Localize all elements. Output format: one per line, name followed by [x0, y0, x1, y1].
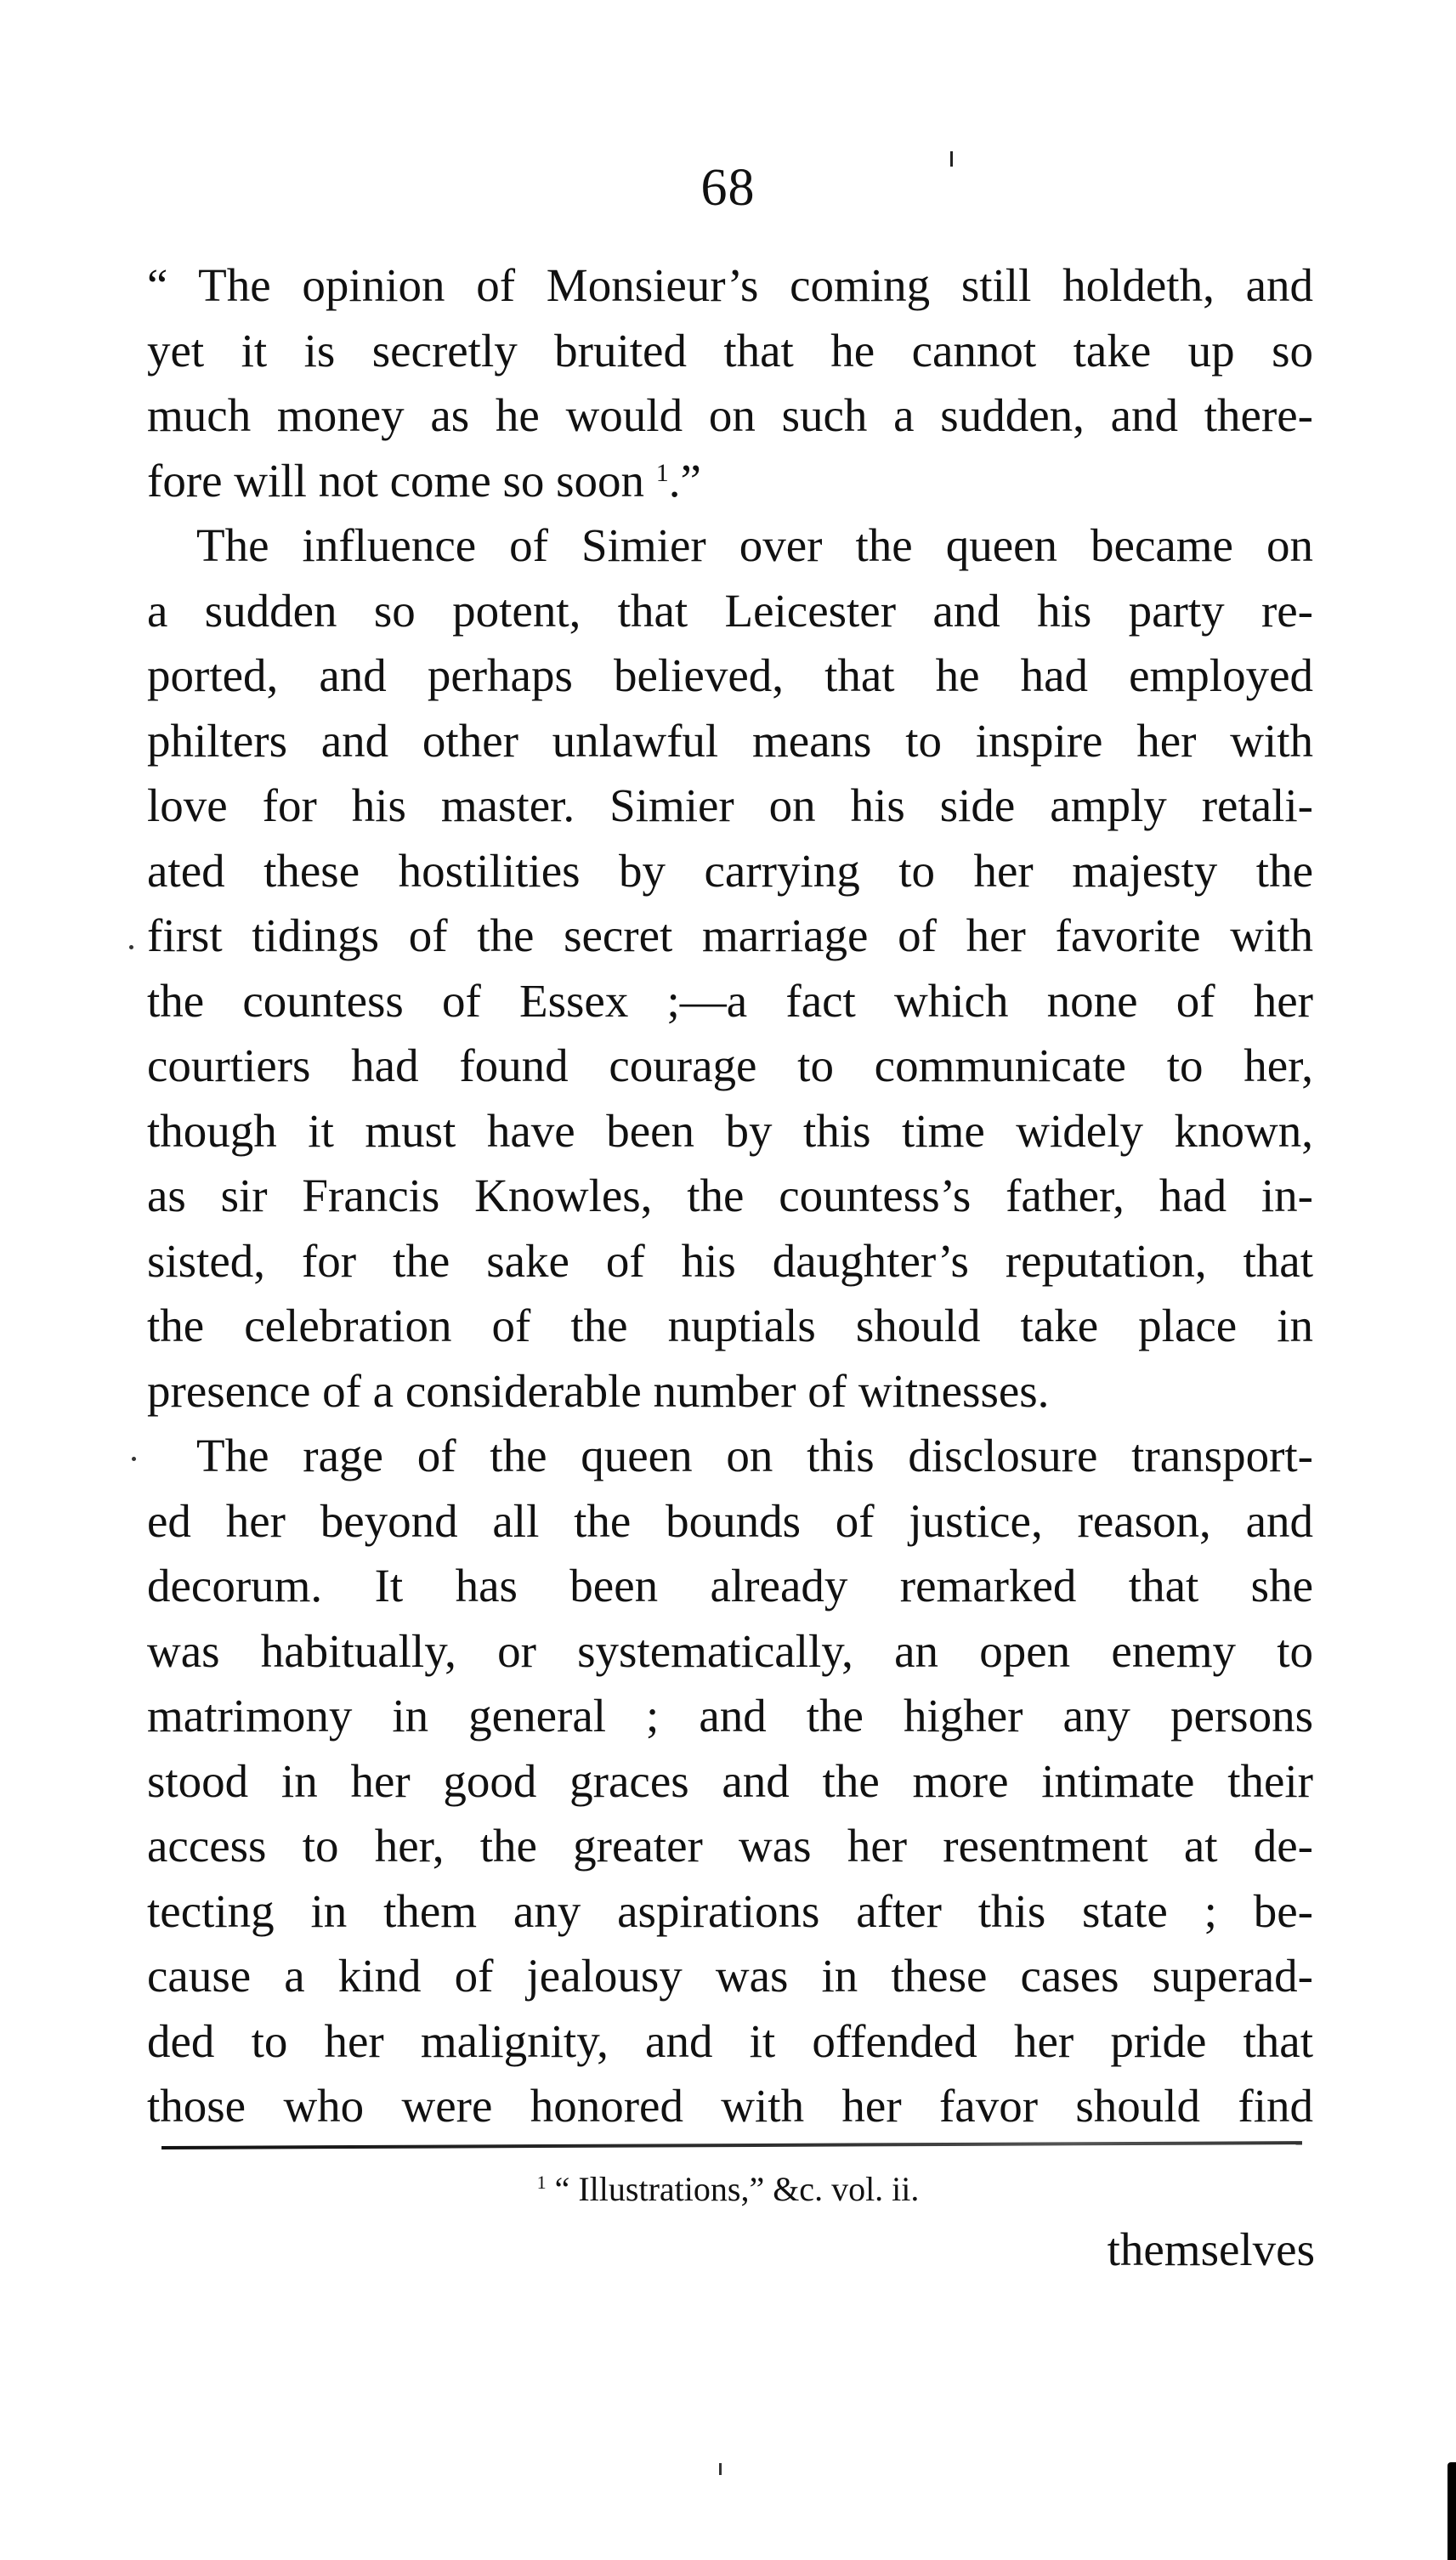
text-line: first tidings of the secret marriage of her favorite with — [147, 909, 1313, 961]
footnote-divider — [161, 2141, 1302, 2149]
scan-speck — [132, 1457, 136, 1461]
text-line: as sir Francis Knowles, the countess’s father, had in- — [147, 1170, 1313, 1221]
text-line: love for his master. Simier on his side amply retali- — [147, 779, 1313, 831]
text-line: courtiers had found courage to communicate to her, — [147, 1039, 1313, 1091]
text-line: sisted, for the sake of his daughter’s reputation, that — [147, 1234, 1313, 1287]
page-edge-shadow — [1448, 2462, 1456, 2560]
text-line: though it must have been by this time widely known, — [147, 1104, 1313, 1157]
text-line: the celebration of the nuptials should take place in — [147, 1300, 1313, 1351]
text-line: tecting in them any aspirations after this state ; be- — [147, 1884, 1313, 1937]
text-line — [147, 449, 1313, 514]
catchword: themselves — [1107, 2223, 1315, 2275]
text-line-tail: .” — [668, 454, 701, 507]
text-line: stood in her good graces and the more intimate their — [147, 1754, 1313, 1807]
text-line: the countess of Essex ;—a fact which none of her — [147, 974, 1313, 1027]
paragraph-first-line: The rage of the queen on this disclosure transport- — [196, 1430, 1313, 1481]
text-line: yet it is secretly bruited that he cannot take up so — [147, 324, 1313, 377]
text-line: much money as he would on such a sudden, and there- — [147, 389, 1313, 441]
text-line: matrimony in general ; and the higher any persons — [147, 1690, 1313, 1742]
scan-mark — [719, 2463, 722, 2475]
text-line: presence of a considerable number of witnesses. — [147, 1364, 1050, 1417]
paragraph-first-line: The influence of Simier over the queen became on — [196, 519, 1313, 571]
text-line: decorum. It has been already remarked that she — [147, 1560, 1313, 1611]
text-line-content: fore will not come so soon — [147, 454, 645, 507]
text-line: ated these hostilities by carrying to her majesty the — [147, 844, 1313, 897]
text-line: ed her beyond all the bounds of justice, reason, and — [147, 1494, 1313, 1547]
text-line: those who were honored with her favor should find — [147, 2080, 1313, 2132]
text-line: access to her, the greater was her resentment at de- — [147, 1820, 1313, 1872]
text-line: philters and other unlawful means to inspire her with — [147, 714, 1313, 767]
text-line: ded to her malignity, and it offended her pride that — [147, 2014, 1313, 2067]
footnote — [0, 2169, 1456, 2210]
body-text — [147, 253, 1313, 2139]
text-line: “ The opinion of Monsieur’s coming still holdeth, and — [147, 259, 1313, 311]
footnote-text: “ Illustrations,” &c. vol. ii. — [554, 2170, 920, 2208]
footnote-reference[interactable]: 1 — [655, 458, 669, 487]
text-line: was habitually, or systematically, an open enemy to — [147, 1624, 1313, 1677]
page-number: 68 — [700, 159, 756, 217]
scan-speck — [129, 945, 133, 949]
text-line: cause a kind of jealousy was in these cases superad- — [147, 1950, 1313, 2002]
footnote-marker: 1 — [536, 2172, 547, 2193]
text-line: ported, and perhaps believed, that he had employed — [147, 649, 1313, 701]
text-line: a sudden so potent, that Leicester and his party re- — [147, 584, 1313, 637]
